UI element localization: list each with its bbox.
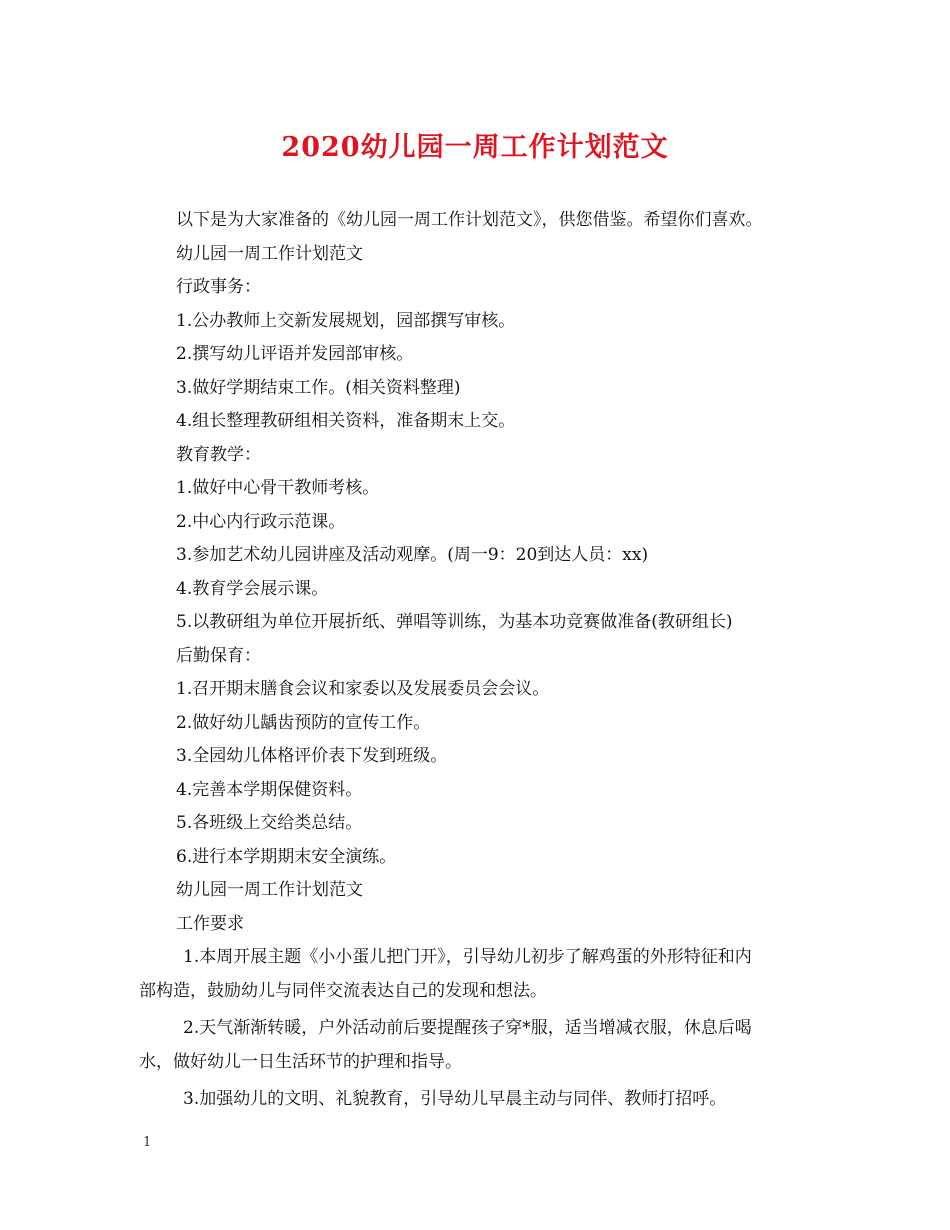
section-heading: 幼儿园一周工作计划范文 <box>176 880 363 900</box>
requirement-paragraph <box>139 1012 829 1079</box>
intro-line: 以下是为大家准备的《幼儿园一周工作计划范文》，供您借鉴。希望你们喜欢。 <box>176 210 763 230</box>
list-item: 1.召开期末膳食会议和家委以及发展委员会会议。 <box>176 679 550 699</box>
list-item: 4.教育学会展示课。 <box>176 578 329 599</box>
list-item: 1.做好中心骨干教师考核。 <box>176 478 380 498</box>
paragraph-continuation: 部构造，鼓励幼儿与同伴交流表达自己的发现和想法。 <box>139 980 547 1001</box>
list-item: 2.撰写幼儿评语并发园部审核。 <box>176 344 414 364</box>
document-lines <box>176 204 876 941</box>
list-item: 3.做好学期结束工作。(相关资料整理) <box>176 377 461 398</box>
section-heading: 幼儿园一周工作计划范文 <box>176 243 363 264</box>
list-item: 3.全园幼儿体格评价表下发到班级。 <box>176 746 448 766</box>
paragraph-continuation: 水，做好幼儿一日生活环节的护理和指导。 <box>139 1051 462 1072</box>
list-item: 5.以教研组为单位开展折纸、弹唱等训练，为基本功竞赛做准备(教研组长) <box>176 612 733 632</box>
subsection-heading-teaching: 教育教学： <box>176 444 261 465</box>
document-title: 2020幼儿园一周工作计划范文 <box>281 132 669 163</box>
subsection-heading-requirements: 工作要求 <box>176 913 244 934</box>
list-item: 2.做好幼儿龋齿预防的宣传工作。 <box>176 712 431 733</box>
list-item: 2.中心内行政示范课。 <box>176 511 346 532</box>
list-item: 4.完善本学期保健资料。 <box>176 779 363 800</box>
paragraph-first-line: 3.加强幼儿的文明、礼貌教育，引导幼儿早晨主动与同伴、教师打招呼。 <box>183 1089 727 1109</box>
list-item: 4.组长整理教研组相关资料，准备期末上交。 <box>176 411 516 431</box>
subsection-heading-admin: 行政事务： <box>176 277 261 297</box>
subsection-heading-logistics: 后勤保育： <box>176 645 261 666</box>
list-item: 3.参加艺术幼儿园讲座及活动观摩。(周一9：20到达人员：xx) <box>176 545 649 565</box>
paragraph-first-line: 2.天气渐渐转暖，户外活动前后要提醒孩子穿*服，适当增减衣服，休息后喝 <box>183 1018 752 1038</box>
page-number: 1 <box>143 1135 152 1150</box>
list-item: 5.各班级上交给类总结。 <box>176 813 363 833</box>
list-item: 6.进行本学期期末安全演练。 <box>176 846 397 867</box>
list-item: 1.公办教师上交新发展规划，园部撰写审核。 <box>176 310 516 331</box>
requirement-paragraph <box>139 1083 829 1117</box>
requirement-paragraph <box>139 941 829 1008</box>
paragraph-first-line: 1.本周开展主题《小小蛋儿把门开》，引导幼儿初步了解鸡蛋的外形特征和内 <box>183 947 752 967</box>
